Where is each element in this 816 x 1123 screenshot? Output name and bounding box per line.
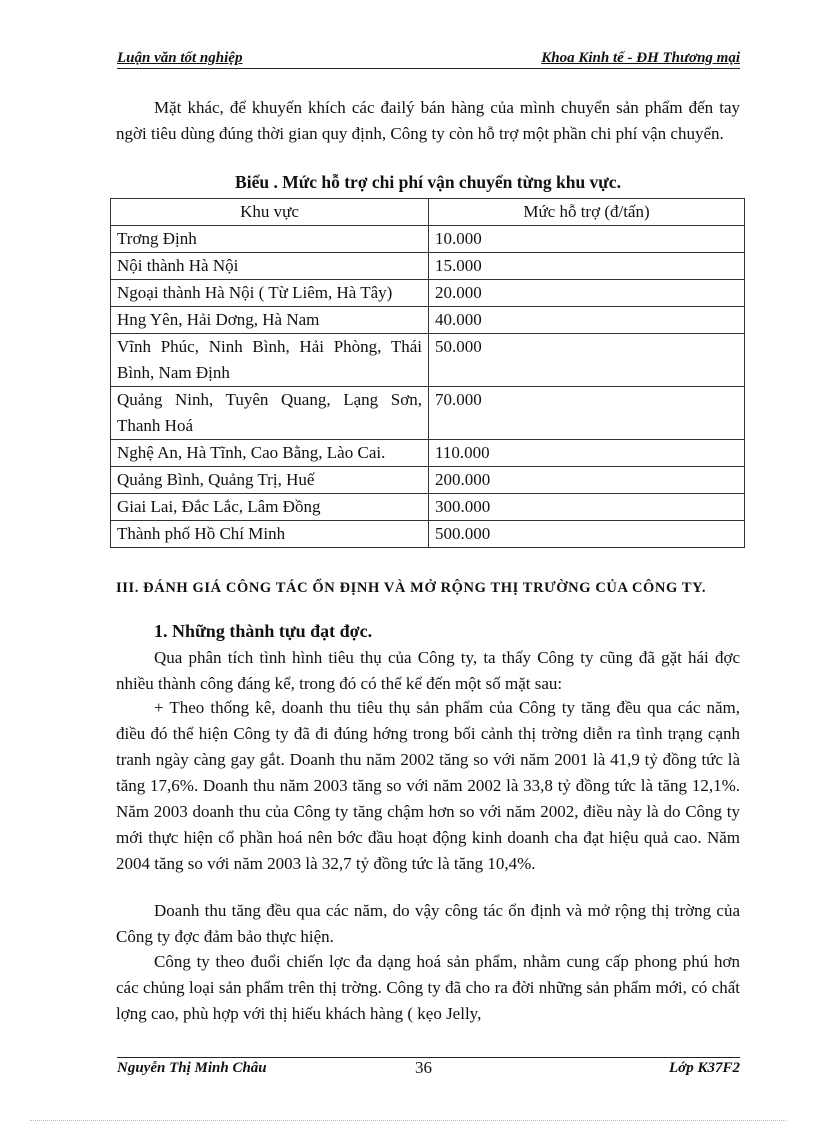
shipping-support-table: [110, 198, 745, 548]
section-heading: III. ĐÁNH GIÁ CÔNG TÁC ỔN ĐỊNH VÀ MỞ RỘNG THỊ TRƯỜNG CỦA CÔNG TY.: [116, 580, 707, 596]
table-row: [111, 280, 745, 307]
table-row: [111, 440, 745, 467]
page-footer: [117, 1057, 740, 1080]
amount-cell: 10.000: [428, 226, 744, 253]
amount-cell: 200.000: [428, 467, 744, 494]
table-row: [111, 307, 745, 334]
column-header-amount: Mức hỗ trợ (đ/tấn): [428, 199, 744, 226]
header-thesis-label: Luận văn tốt nghiệp: [117, 50, 243, 66]
body-paragraph: Doanh thu tăng đều qua các năm, do vậy công tác ổn định và mở rộng thị trờng của Công ty đợc đảm bảo thực hiện.: [116, 901, 740, 946]
body-paragraph: Công ty theo đuổi chiến lợc đa dạng hoá sản phẩm, nhằm cung cấp phong phú hơn các chủng loại sản phẩm trên thị trờng. Công ty đã cho ra đời những sản phẩm mới, có chất lợng cao, phù hợp với thị hiếu khách hàng ( kẹo Jelly,: [116, 952, 740, 1023]
column-header-region: Khu vực: [111, 199, 429, 226]
intro-paragraph: Mặt khác, để khuyến khích các đailý bán hàng của mình chuyển sản phẩm đến tay ngời tiêu dùng đúng thời gian quy định, Công ty còn hỗ trợ một phần chi phí vận chuyển.: [116, 98, 740, 143]
header-faculty-label: Khoa Kinh tế - ĐH Thương mại: [541, 50, 740, 66]
region-cell: Vĩnh Phúc, Ninh Bình, Hải Phòng, Thái Bình, Nam Định: [111, 334, 429, 387]
table-row: [111, 521, 745, 548]
region-cell: Nghệ An, Hà Tĩnh, Cao Bằng, Lào Cai.: [111, 440, 429, 467]
table-row: [111, 226, 745, 253]
table-row: [111, 494, 745, 521]
footer-class: Lớp K37F2: [669, 1060, 740, 1076]
table-row: [111, 387, 745, 440]
amount-cell: 15.000: [428, 253, 744, 280]
bottom-dotted-divider: [30, 1120, 786, 1121]
amount-cell: 50.000: [428, 334, 744, 387]
amount-cell: 300.000: [428, 494, 744, 521]
page-header: [117, 48, 740, 69]
table-row: [111, 334, 745, 387]
table-header-row: [111, 199, 745, 226]
amount-cell: 110.000: [428, 440, 744, 467]
region-cell: Hng Yên, Hải Dơng, Hà Nam: [111, 307, 429, 334]
region-cell: Giai Lai, Đắc Lắc, Lâm Đồng: [111, 494, 429, 521]
subsection-heading: 1. Những thành tựu đạt đợc.: [154, 621, 373, 641]
region-cell: Ngoại thành Hà Nội ( Từ Liêm, Hà Tây): [111, 280, 429, 307]
table-row: [111, 467, 745, 494]
region-cell: Nội thành Hà Nội: [111, 253, 429, 280]
table-row: [111, 253, 745, 280]
page-number: 36: [415, 1058, 432, 1077]
body-paragraph: Qua phân tích tình hình tiêu thụ của Công ty, ta thấy Công ty cũng đã gặt hái đợc nhiều thành công đáng kể, trong đó có thể kể đến một số mặt sau:: [116, 648, 740, 693]
region-cell: Thành phố Hồ Chí Minh: [111, 521, 429, 548]
amount-cell: 70.000: [428, 387, 744, 440]
table-title: Biểu . Mức hỗ trợ chi phí vận chuyển từng khu vực.: [235, 172, 621, 192]
region-cell: Quảng Bình, Quảng Trị, Huế: [111, 467, 429, 494]
region-cell: Trơng Định: [111, 226, 429, 253]
amount-cell: 40.000: [428, 307, 744, 334]
footer-author: Nguyễn Thị Minh Châu: [117, 1060, 267, 1076]
body-paragraph: + Theo thống kê, doanh thu tiêu thụ sản phẩm của Công ty tăng đều qua các năm, điều đó thể hiện Công ty đã đi đúng hớng trong bối cảnh thị trờng diễn ra tình trạng cạnh tranh ngày càng gay gắt. Doanh thu năm 2002 tăng so với năm 2001 là 41,9 tỷ đồng tức là tăng 17,6%. Doanh thu năm 2003 tăng so với năm 2002 là 33,8 tỷ đồng tức là tăng 12,1%. Năm 2003 doanh thu của Công ty tăng chậm hơn so với năm 2002, điều này là do Công ty mới thực hiện cổ phần hoá nên bớc đầu hoạt động kinh doanh cha đạt hiệu quả cao. Năm 2004 tăng so với năm 2003 là 32,7 tỷ đồng tức là tăng 10,4%.: [116, 698, 740, 873]
region-cell: Quảng Ninh, Tuyên Quang, Lạng Sơn, Thanh Hoá: [111, 387, 429, 440]
amount-cell: 500.000: [428, 521, 744, 548]
amount-cell: 20.000: [428, 280, 744, 307]
